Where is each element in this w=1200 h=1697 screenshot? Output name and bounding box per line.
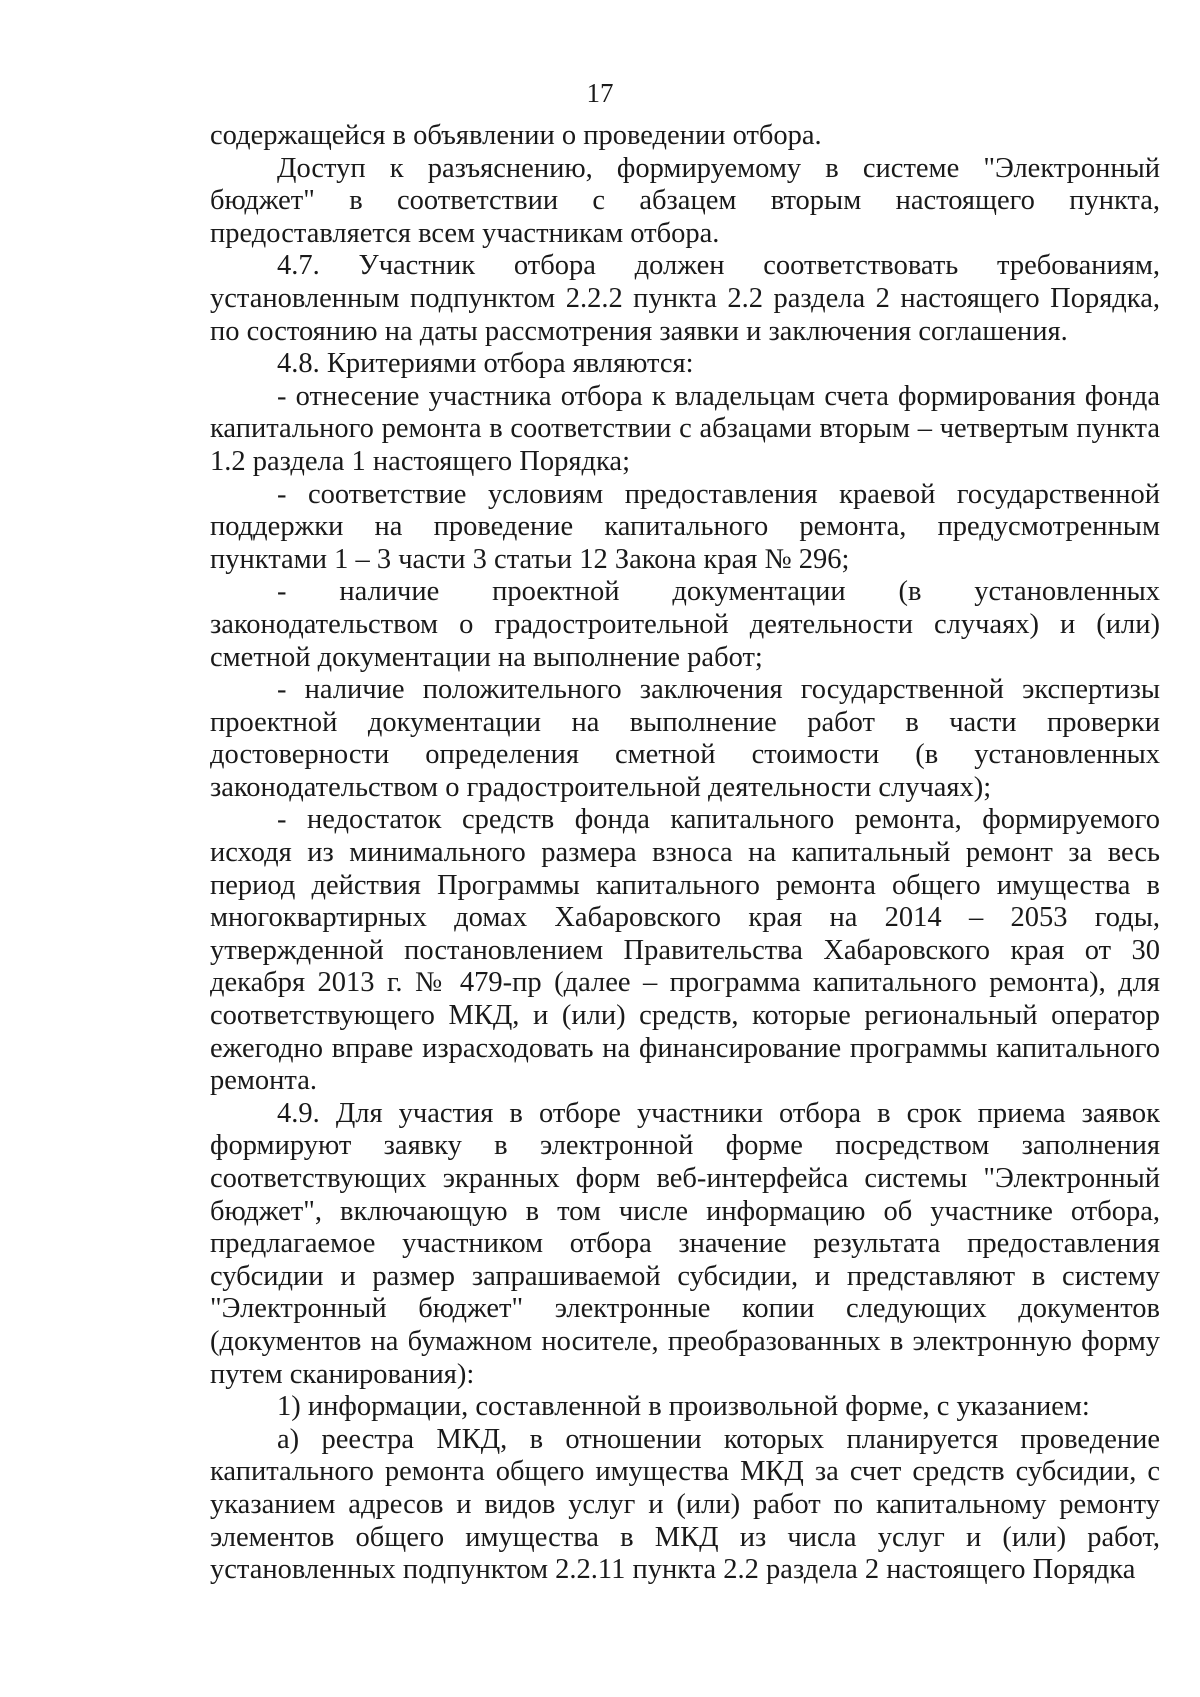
list-item-1: 1) информации, составленной в произвольной форме, с указанием: <box>277 1391 1090 1423</box>
paragraph-clarification-access: Доступ к разъяснению, формируемому в системе "Электронный бюджет" в соответствии с абзацем вторым настоящего пункта, предоставляется всем участникам отбора. <box>210 152 1160 249</box>
paragraph-4-7: 4.7. Участник отбора должен соответствовать требованиям, установленным подпунктом 2.2.2 пункта 2.2 раздела 2 настоящего Порядка, по состоянию на даты рассмотрения заявки и заключения соглашения. <box>210 250 1160 347</box>
criterion-project-documentation: - наличие проектной документации (в установленных законодательством о градостроительной деятельности случаях) и (или) сметной документации на выполнение работ; <box>210 576 1160 673</box>
document-body <box>210 120 1160 1587</box>
criterion-state-support-conditions: - соответствие условиям предоставления краевой государственной поддержки на проведение капитального ремонта, предусмотренным пунктами 1 – 3 части 3 статьи 12 Закона края № 296; <box>210 478 1160 575</box>
criterion-expert-conclusion: - наличие положительного заключения государственной экспертизы проектной документации на выполнение работ в части проверки достоверности определения сметной стоимости (в установленных законодательством о градостроительной деятельности случаях); <box>210 674 1160 803</box>
criterion-account-owner: - отнесение участника отбора к владельцам счета формирования фонда капитального ремонта в соответствии с абзацами вторым – четвертым пункта 1.2 раздела 1 настоящего Порядка; <box>210 380 1160 477</box>
paragraph-continuation: содержащейся в объявлении о проведении отбора. <box>210 120 822 151</box>
page-number: 17 <box>586 78 614 108</box>
paragraph-4-8: 4.8. Критериями отбора являются: <box>277 348 694 380</box>
criterion-fund-shortage: - недостаток средств фонда капитального ремонта, формируемого исходя из минимального размера взноса на капитальный ремонт за весь период действия Программы капитального ремонта общего имущества в многоквартирных домах Хабаровского края на 2014 – 2053 годы, утвержденной постановлением Правительства Хабаровского края от 30 декабря 2013 г. № 479-пр (далее – программа капитального ремонта), для соответствующего МКД, и (или) средств, которые региональный оператор ежегодно вправе израсходовать на финансирование программы капитального ремонта. <box>210 804 1160 1097</box>
list-item-1a: а) реестра МКД, в отношении которых планируется проведение капитального ремонта общего имущества МКД за счет средств субсидии, с указанием адресов и видов услуг и (или) работ по капитальному ремонту элементов общего имущества в МКД из числа услуг и (или) работ, установленных подпунктом 2.2.11 пункта 2.2 раздела 2 настоящего Порядка <box>210 1423 1160 1586</box>
paragraph-4-9: 4.9. Для участия в отборе участники отбора в срок приема заявок формируют заявку в электронной форме посредством заполнения соответствующих экранных форм веб-интерфейса системы "Электронный бюджет", включающую в том числе информацию об участнике отбора, предлагаемое участником отбора значение результата предоставления субсидии и размер запрашиваемой субсидии, и представляют в систему "Электронный бюджет" электронные копии следующих документов (документов на бумажном носителе, преобразованных в электронную форму путем сканирования): <box>210 1097 1160 1390</box>
